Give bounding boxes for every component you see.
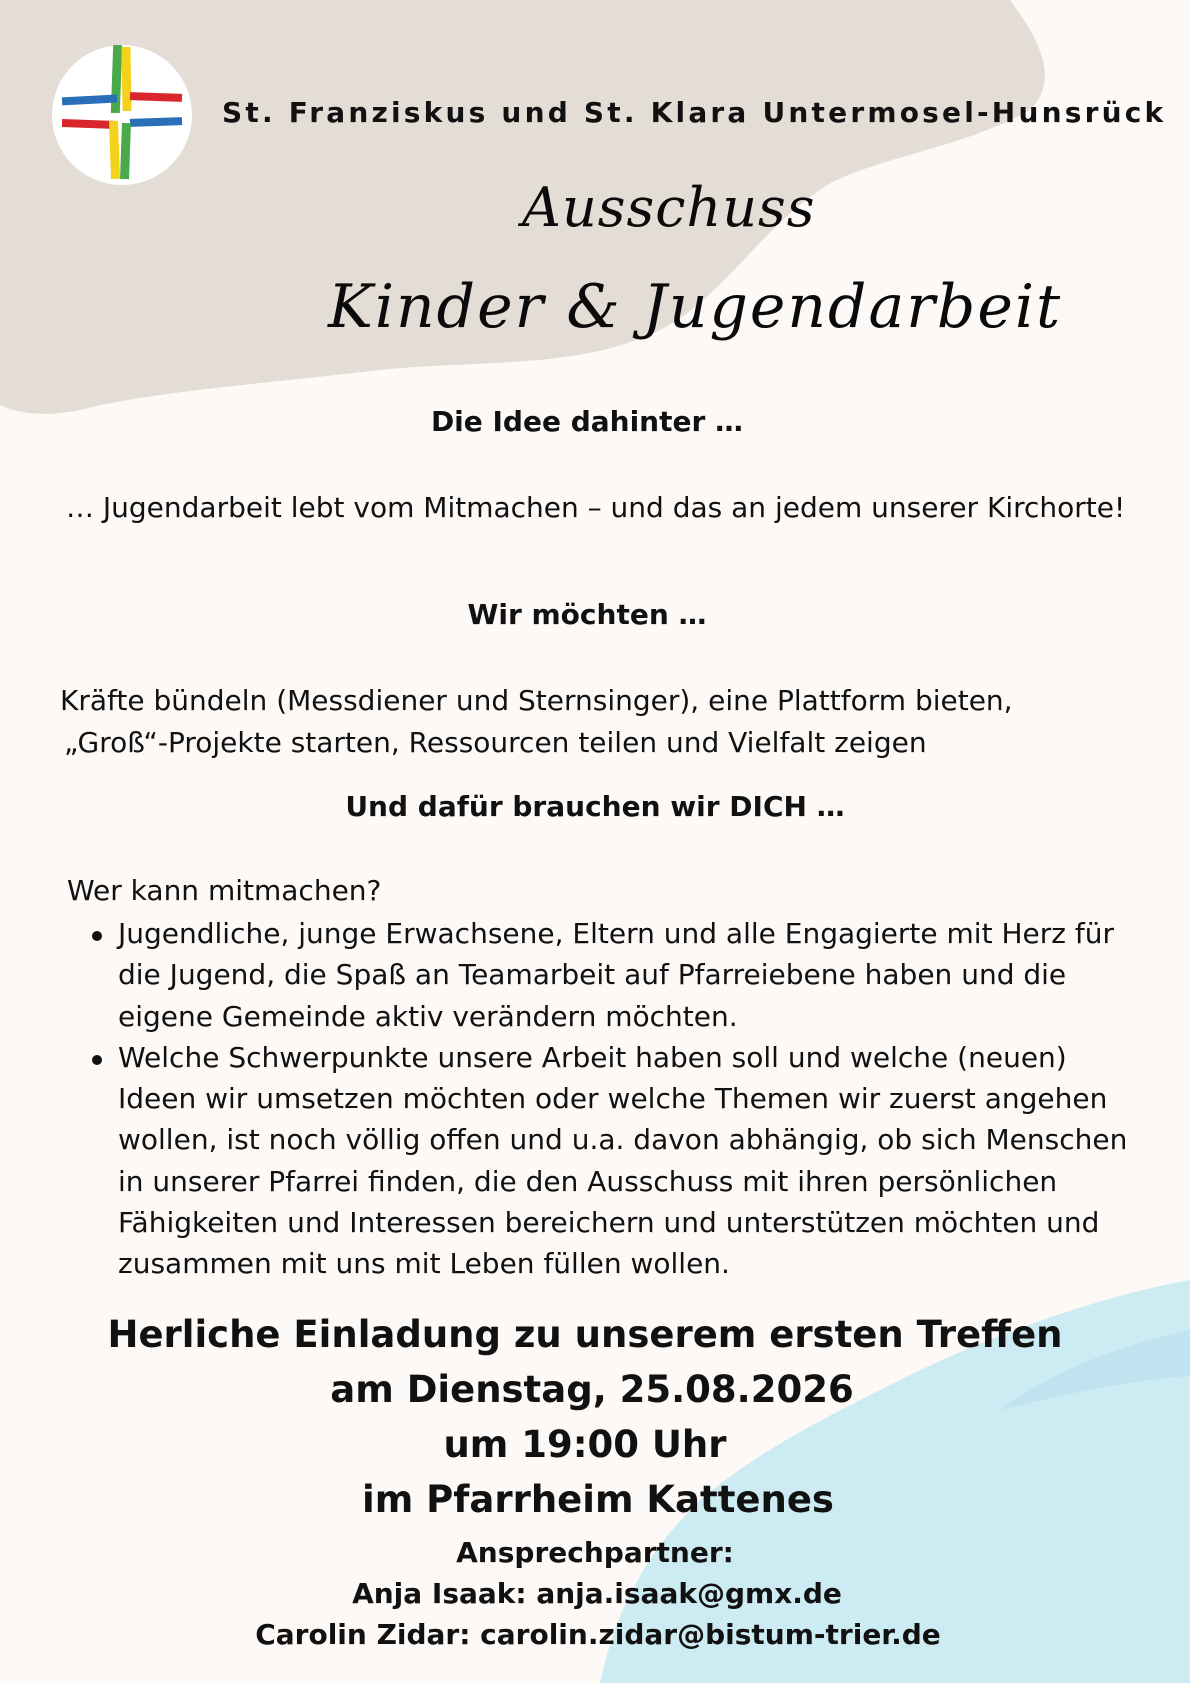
title-ausschuss: Ausschuss: [522, 176, 816, 239]
parish-name: St. Franziskus und St. Klara Untermosel-Hunsrück: [222, 96, 1167, 129]
invitation-line1: Herliche Einladung zu unserem ersten Treffen: [107, 1313, 1063, 1356]
bullet-icon: [92, 931, 102, 941]
heading-idee: Die Idee dahinter …: [430, 405, 744, 438]
contact-anja: Anja Isaak: anja.isaak@gmx.de: [352, 1577, 842, 1610]
invitation-location: im Pfarrheim Kattenes: [362, 1478, 834, 1521]
invitation-time: um 19:00 Uhr: [443, 1423, 727, 1466]
invitation-date: am Dienstag, 25.08.2026: [330, 1368, 854, 1411]
parish-cross-logo: [52, 45, 192, 185]
title-kinder-jugendarbeit: Kinder & Jugendarbeit: [328, 272, 1063, 342]
bullet-icon: [92, 1055, 102, 1065]
heading-dich: Und dafür brauchen wir DICH …: [345, 790, 845, 823]
heading-moechten: Wir möchten …: [467, 598, 707, 631]
list-item: [88, 913, 1148, 1037]
question-wer: Wer kann mitmachen?: [67, 874, 382, 907]
contact-carolin: Carolin Zidar: carolin.zidar@bistum-trier.de: [255, 1618, 941, 1651]
bullet-text: Jugendliche, junge Erwachsene, Eltern und alle Engagierte mit Herz für die Jugend, die Spaß an Teamarbeit auf Pfarreiebene haben und die eigene Gemeinde aktiv verändern möchten.: [118, 917, 1114, 1033]
bullet-text: Welche Schwerpunkte unsere Arbeit haben soll und welche (neuen) Ideen wir umsetzen möchten oder welche Themen wir zuerst angehen wollen, ist noch völlig offen und u.a. davon abhängig, ob sich Menschen in unserer Pfarrei finden, die den Ausschuss mit ihren persönlichen Fähigkeiten und Interessen bereichern und unterstützen möchten und zusammen mit uns mit Leben füllen wollen.: [118, 1040, 1128, 1281]
moechten-line1: Kräfte bündeln (Messdiener und Sternsinger), eine Plattform bieten,: [60, 684, 1013, 717]
moechten-line2: „Groß“-Projekte starten, Ressourcen teilen und Vielfalt zeigen: [64, 726, 927, 759]
bullet-list: [88, 913, 1148, 1285]
contacts-label: Ansprechpartner:: [456, 1536, 734, 1569]
list-item: [88, 1037, 1148, 1285]
idee-text: … Jugendarbeit lebt vom Mitmachen – und das an jedem unserer Kirchorte!: [66, 491, 1126, 524]
